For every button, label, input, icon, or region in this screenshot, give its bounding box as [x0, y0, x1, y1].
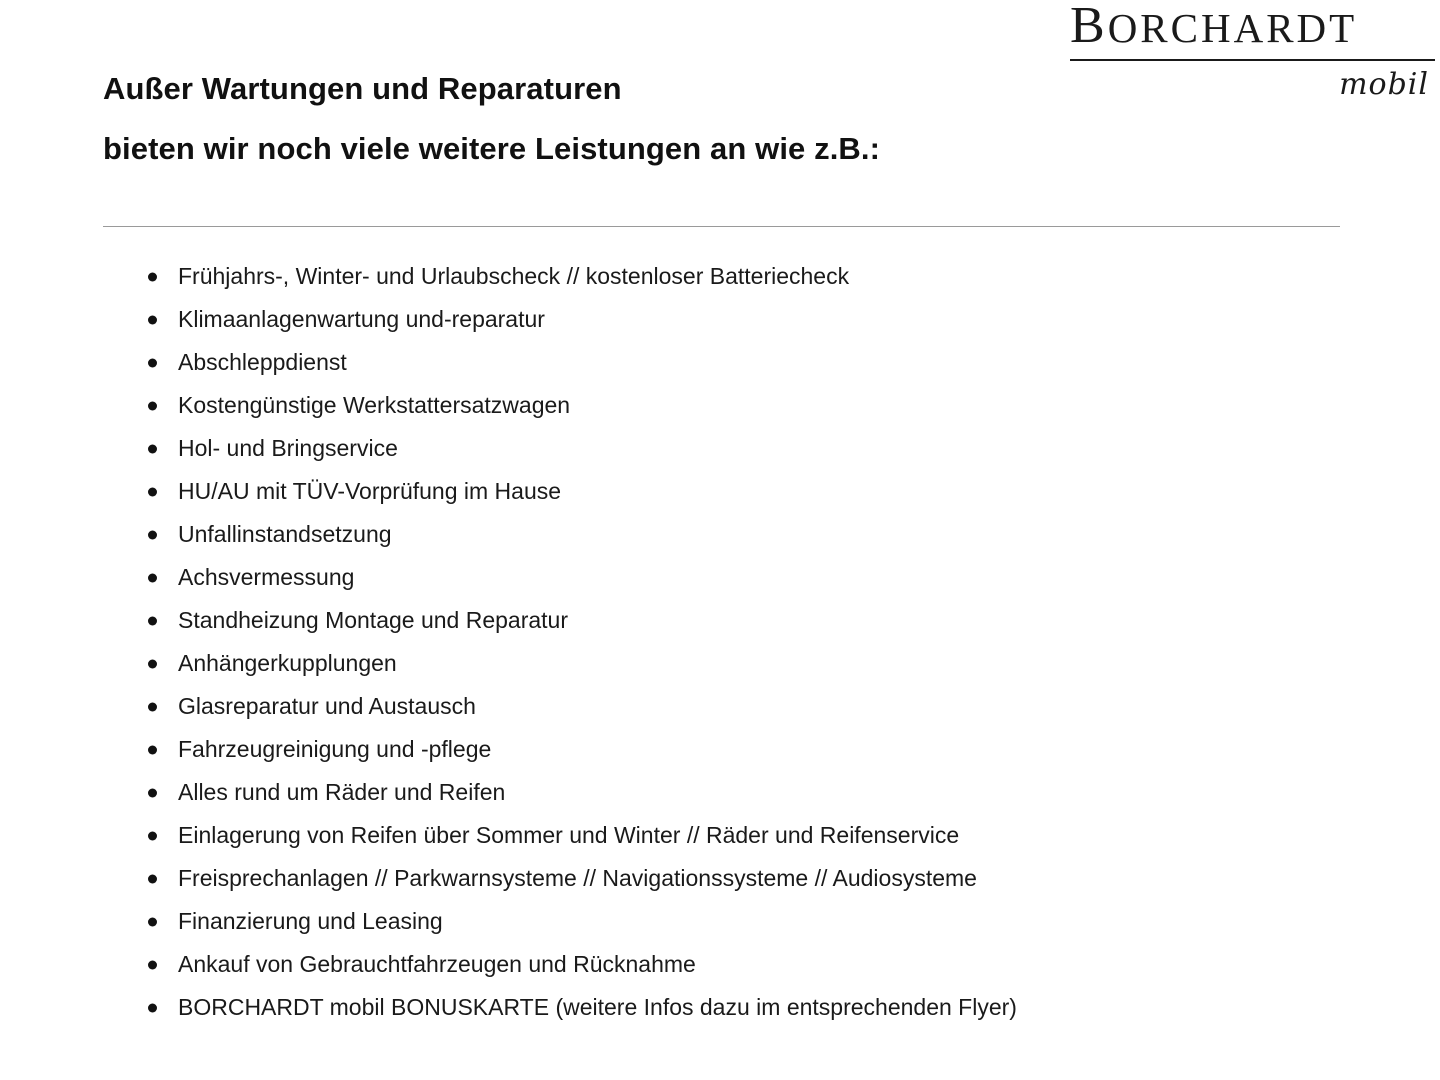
list-item-label: HU/AU mit TÜV-Vorprüfung im Hause — [178, 478, 562, 504]
bullet-icon — [148, 745, 157, 754]
list-item — [140, 341, 1380, 384]
list-item-label: BORCHARDT mobil BONUSKARTE (weitere Infos dazu im entsprechenden Flyer) — [178, 994, 1017, 1020]
services-list — [140, 255, 1380, 1029]
logo-wordmark — [1070, 0, 1440, 52]
list-item — [140, 599, 1380, 642]
bullet-icon — [148, 530, 157, 539]
bullet-icon — [148, 616, 157, 625]
list-item — [140, 986, 1380, 1029]
list-item-label: Abschleppdienst — [178, 349, 347, 375]
list-item-label: Achsvermessung — [178, 564, 355, 590]
list-item-label: Unfallinstandsetzung — [178, 521, 392, 547]
bullet-icon — [148, 1003, 157, 1012]
bullet-icon — [148, 659, 157, 668]
list-item-label: Freisprechanlagen // Parkwarnsysteme // Navigationssysteme // Audiosysteme — [178, 865, 977, 891]
list-item — [140, 556, 1380, 599]
bullet-icon — [148, 917, 157, 926]
list-item-label: Einlagerung von Reifen über Sommer und Winter // Räder und Reifenservice — [178, 822, 960, 848]
list-item — [140, 943, 1380, 986]
list-item-label: Kostengünstige Werkstattersatzwagen — [178, 392, 571, 418]
list-item — [140, 427, 1380, 470]
logo-wordmark-initial: B — [1070, 0, 1108, 54]
list-item-label: Anhängerkupplungen — [178, 650, 397, 676]
list-item-label: Fahrzeugreinigung und -pflege — [178, 736, 492, 762]
list-item — [140, 771, 1380, 814]
bullet-icon — [148, 272, 157, 281]
bullet-icon — [148, 702, 157, 711]
list-item — [140, 298, 1380, 341]
list-item — [140, 470, 1380, 513]
bullet-icon — [148, 358, 157, 367]
bullet-icon — [148, 874, 157, 883]
bullet-icon — [148, 315, 157, 324]
borchardt-logo — [1070, 0, 1440, 102]
list-item — [140, 857, 1380, 900]
list-item-label: Glasreparatur und Austausch — [178, 693, 476, 719]
list-item — [140, 900, 1380, 943]
list-item-label: Alles rund um Räder und Reifen — [178, 779, 506, 805]
list-item-label: Klimaanlagenwartung und-reparatur — [178, 306, 545, 332]
logo-wordmark-rest: ORCHARDT — [1107, 5, 1358, 51]
list-item — [140, 814, 1380, 857]
bullet-icon — [148, 960, 157, 969]
header-divider — [103, 226, 1340, 227]
bullet-icon — [148, 831, 157, 840]
list-item-label: Ankauf von Gebrauchtfahrzeugen und Rücknahme — [178, 951, 696, 977]
list-item — [140, 384, 1380, 427]
list-item — [140, 728, 1380, 771]
list-item — [140, 685, 1380, 728]
bullet-icon — [148, 573, 157, 582]
list-item-label: Frühjahrs-, Winter- und Urlaubscheck // kostenloser Batteriecheck — [178, 263, 850, 289]
logo-divider-line — [1070, 59, 1435, 61]
page-title-line-1: Außer Wartungen und Reparaturen — [103, 70, 622, 106]
list-item-label: Standheizung Montage und Reparatur — [178, 607, 569, 633]
list-item — [140, 642, 1380, 685]
list-item-label: Hol- und Bringservice — [178, 435, 398, 461]
bullet-icon — [148, 401, 157, 410]
page-title-line-2: bieten wir noch viele weitere Leistungen an wie z.B.: — [103, 130, 881, 166]
list-item-label: Finanzierung und Leasing — [178, 908, 443, 934]
list-item — [140, 255, 1380, 298]
bullet-icon — [148, 788, 157, 797]
bullet-icon — [148, 444, 157, 453]
bullet-icon — [148, 487, 157, 496]
logo-subtitle: mobil — [1339, 67, 1429, 102]
list-item — [140, 513, 1380, 556]
